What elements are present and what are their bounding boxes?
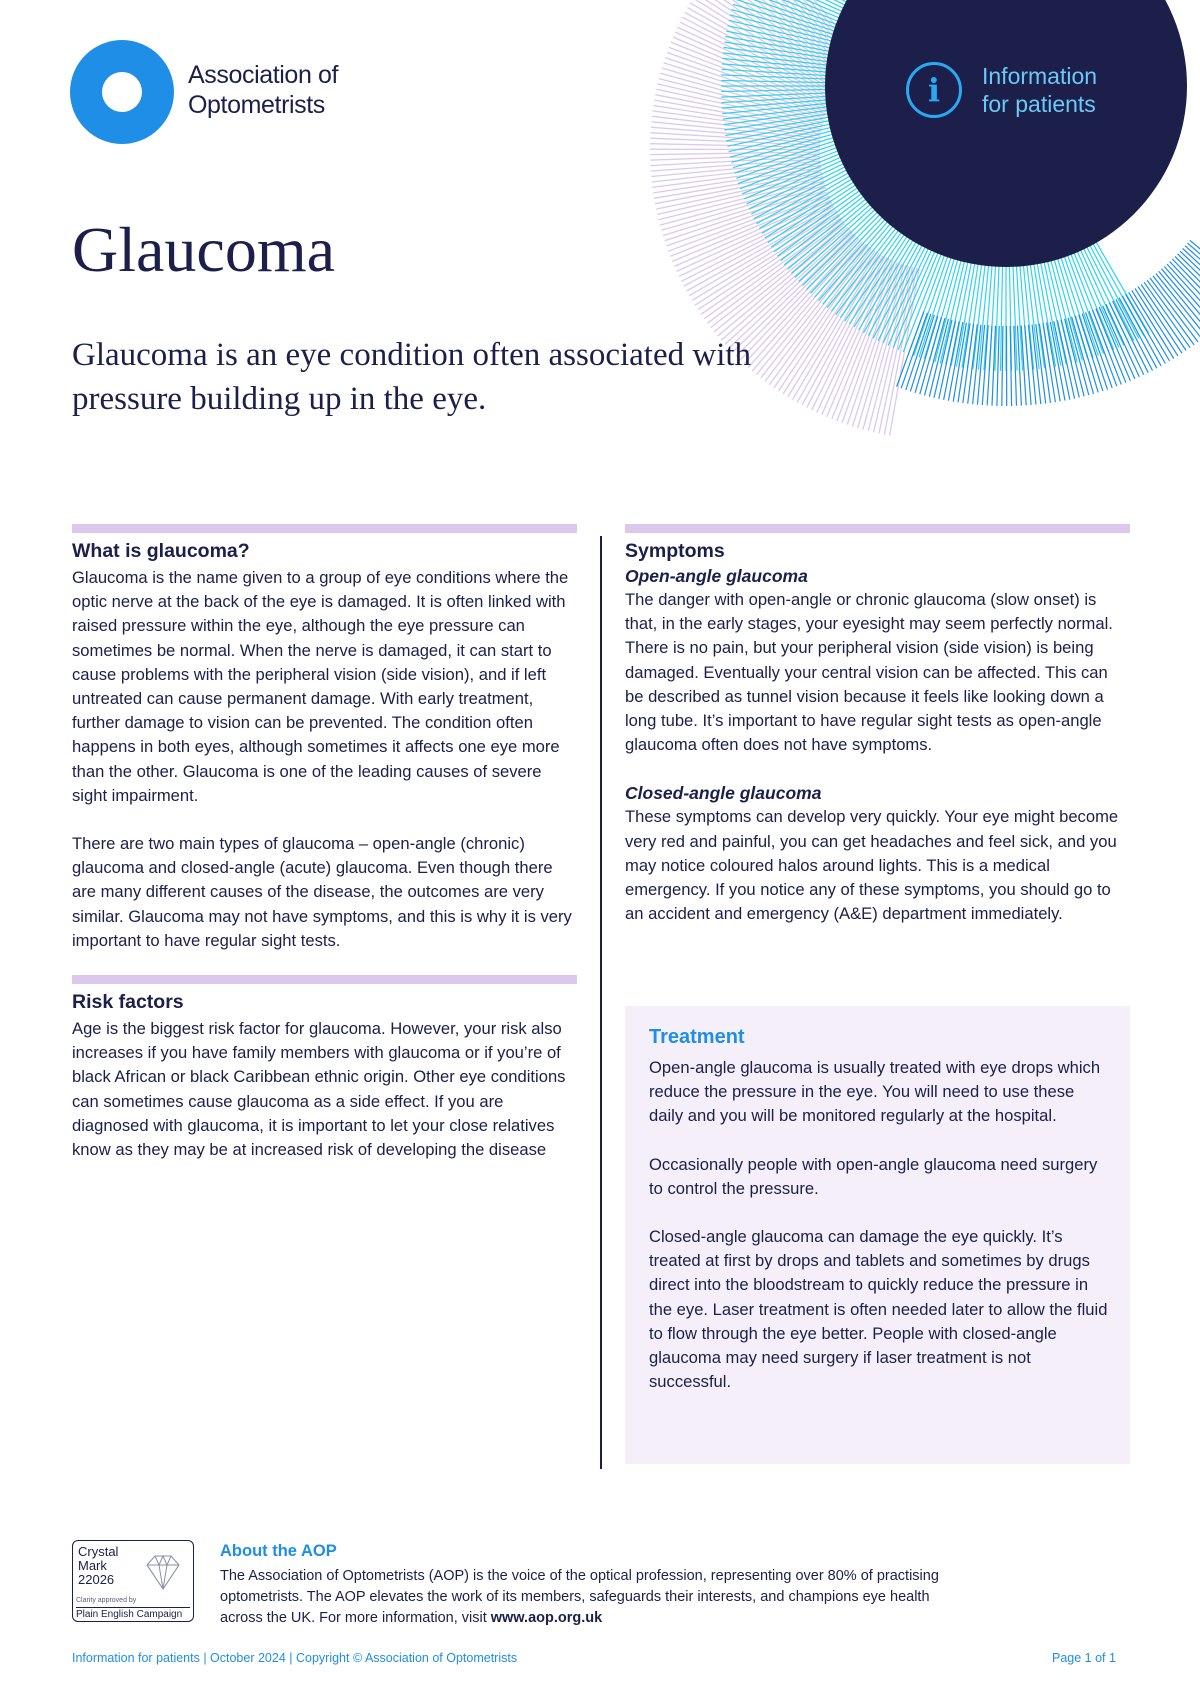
aop-logo-text	[188, 60, 338, 120]
what-is-glaucoma-heading: What is glaucoma?	[72, 540, 250, 562]
crystal-mark-text	[78, 1545, 118, 1587]
logo-line-1: Association of	[188, 61, 339, 89]
what-is-paragraph-1: Glaucoma is the name given to a group of eye conditions where the optic nerve at the back of the eye is damaged. It is often linked with raised pressure within the eye, although the eye pressure can sometimes be normal. When the nerve is damaged, it can start to cause problems with the peripheral vision (side vision), and if left untreated can cause permanent damage. With early treatment, further damage to vision can be prevented. The condition often happens in both eyes, although sometimes it affects one eye more than the other. Glaucoma is one of the leading causes of severe sight impairment.	[72, 568, 569, 805]
info-line-2: for patients	[982, 91, 1096, 117]
burst-ray	[650, 154, 820, 160]
open-angle-paragraph: The danger with open-angle or chronic glaucoma (slow onset) is that, in the early stages, your eyesight may seem perfectly normal. There is no pain, but your peripheral vision (side vision) is being damaged. Eventually your central vision can be affected. This can be described as tunnel vision because it feels like looking down a long tube. It’s important to have regular sight tests as open-angle glaucoma often does not have symptoms.	[625, 590, 1113, 755]
treatment-heading: Treatment	[649, 1026, 745, 1048]
info-line-1: Information	[982, 63, 1098, 89]
what-is-paragraph-2: There are two main types of glaucoma – open-angle (chronic) glaucoma and closed-angle (acute) glaucoma. Even though there are many different causes of the disease, the outcomes are very similar. Glaucoma may not have symptoms, and this is why it is very important to have regular sight tests.	[72, 834, 572, 950]
about-heading: About the AOP	[220, 1542, 337, 1560]
crystal-mark-number: 22026	[78, 1572, 115, 1587]
risk-factors-heading: Risk factors	[72, 991, 184, 1014]
section-rule	[72, 524, 577, 533]
about-the-aop	[220, 1540, 940, 1629]
symptoms-heading: Symptoms	[625, 540, 725, 562]
page-subtitle: Glaucoma is an eye condition often associated with pressure building up in the eye.	[72, 337, 752, 417]
crystal-mark-org: Plain English Campaign	[76, 1607, 190, 1620]
burst-ray	[1153, 276, 1200, 339]
burst-ray	[1054, 321, 1070, 399]
page-number: Page 1 of 1	[1052, 1651, 1116, 1665]
treatment-paragraph-2: Occasionally people with open-angle glaucoma need surgery to control the pressure.	[649, 1154, 1098, 1198]
burst-ray	[1002, 326, 1003, 406]
burst-ray	[1106, 304, 1139, 377]
open-angle-heading: Open-angle glaucoma	[625, 566, 808, 586]
info-for-patients-badge	[876, 0, 1143, 200]
info-icon: i	[906, 62, 962, 118]
right-column	[625, 524, 1130, 926]
burst-ray	[997, 326, 999, 406]
left-column	[72, 524, 577, 1162]
aop-website-link[interactable]: www.aop.org.uk	[490, 1610, 603, 1626]
logo-line-2: Optometrists	[188, 91, 325, 119]
about-text: The Association of Optometrists (AOP) is the voice of the optical profession, representing over 80% of practising optometrists. The AOP elevates the work of its members, safeguards their interests, and champions eye health across the UK. For more information, visit	[220, 1568, 939, 1626]
treatment-paragraph-3: Closed-angle glaucoma can damage the eye quickly. It’s treated at first by drops and tablets and sometimes by drugs direct into the bloodstream to quickly reduce the pressure in the eye. Laser treatment is often needed later to allow the fluid to flow through the eye better. People with closed-angle glaucoma may need surgery if laser treatment is not successful.	[649, 1227, 1108, 1392]
treatment-paragraph-1: Open-angle glaucoma is usually treated with eye drops which reduce the pressure in the eye. You will need to use these daily and you will be monitored regularly at the hospital.	[649, 1058, 1101, 1126]
crystal-mark-clarity-text: Clarity approved by	[76, 1597, 137, 1604]
burst-ray	[1103, 306, 1135, 379]
section-rule	[625, 524, 1130, 533]
crystal-mark-badge	[72, 1540, 194, 1622]
crystal-mark-line-1: Crystal	[78, 1544, 119, 1559]
aop-logo-mark	[70, 40, 174, 144]
closed-angle-heading: Closed-angle glaucoma	[625, 783, 822, 804]
treatment-box	[625, 1006, 1130, 1464]
info-badge-text	[982, 62, 1097, 118]
about-paragraph	[220, 1566, 940, 1629]
aop-logo[interactable]	[70, 40, 370, 150]
crystal-mark-line-2: Mark	[78, 1558, 107, 1573]
burst-ray	[987, 326, 992, 406]
section-rule	[72, 975, 577, 984]
risk-factors-paragraph: Age is the biggest risk factor for glaucoma. However, your risk also increases if you have family members with glaucoma or if you’re of black African or black Caribbean ethnic origin. Other eye conditions can sometimes cause glaucoma as a side effect. If you are diagnosed with glaucoma, it is important to let your close relatives know as they may be at increased risk of developing the disease	[72, 1019, 566, 1160]
footer-info: Information for patients | October 2024 | Copyright © Association of Optometrists	[72, 1651, 518, 1665]
column-divider	[600, 536, 602, 1469]
crystal-gem-icon	[141, 1553, 185, 1593]
closed-angle-paragraph: These symptoms can develop very quickly. Your eye might become very red and painful, you can get headaches and feel sick, and you may notice coloured halos around lights. This is a medical emergency. If you notice any of these symptoms, you should go to an accident and emergency (A&E) department immediately.	[625, 807, 1119, 924]
page-title: Glaucoma	[72, 214, 335, 285]
